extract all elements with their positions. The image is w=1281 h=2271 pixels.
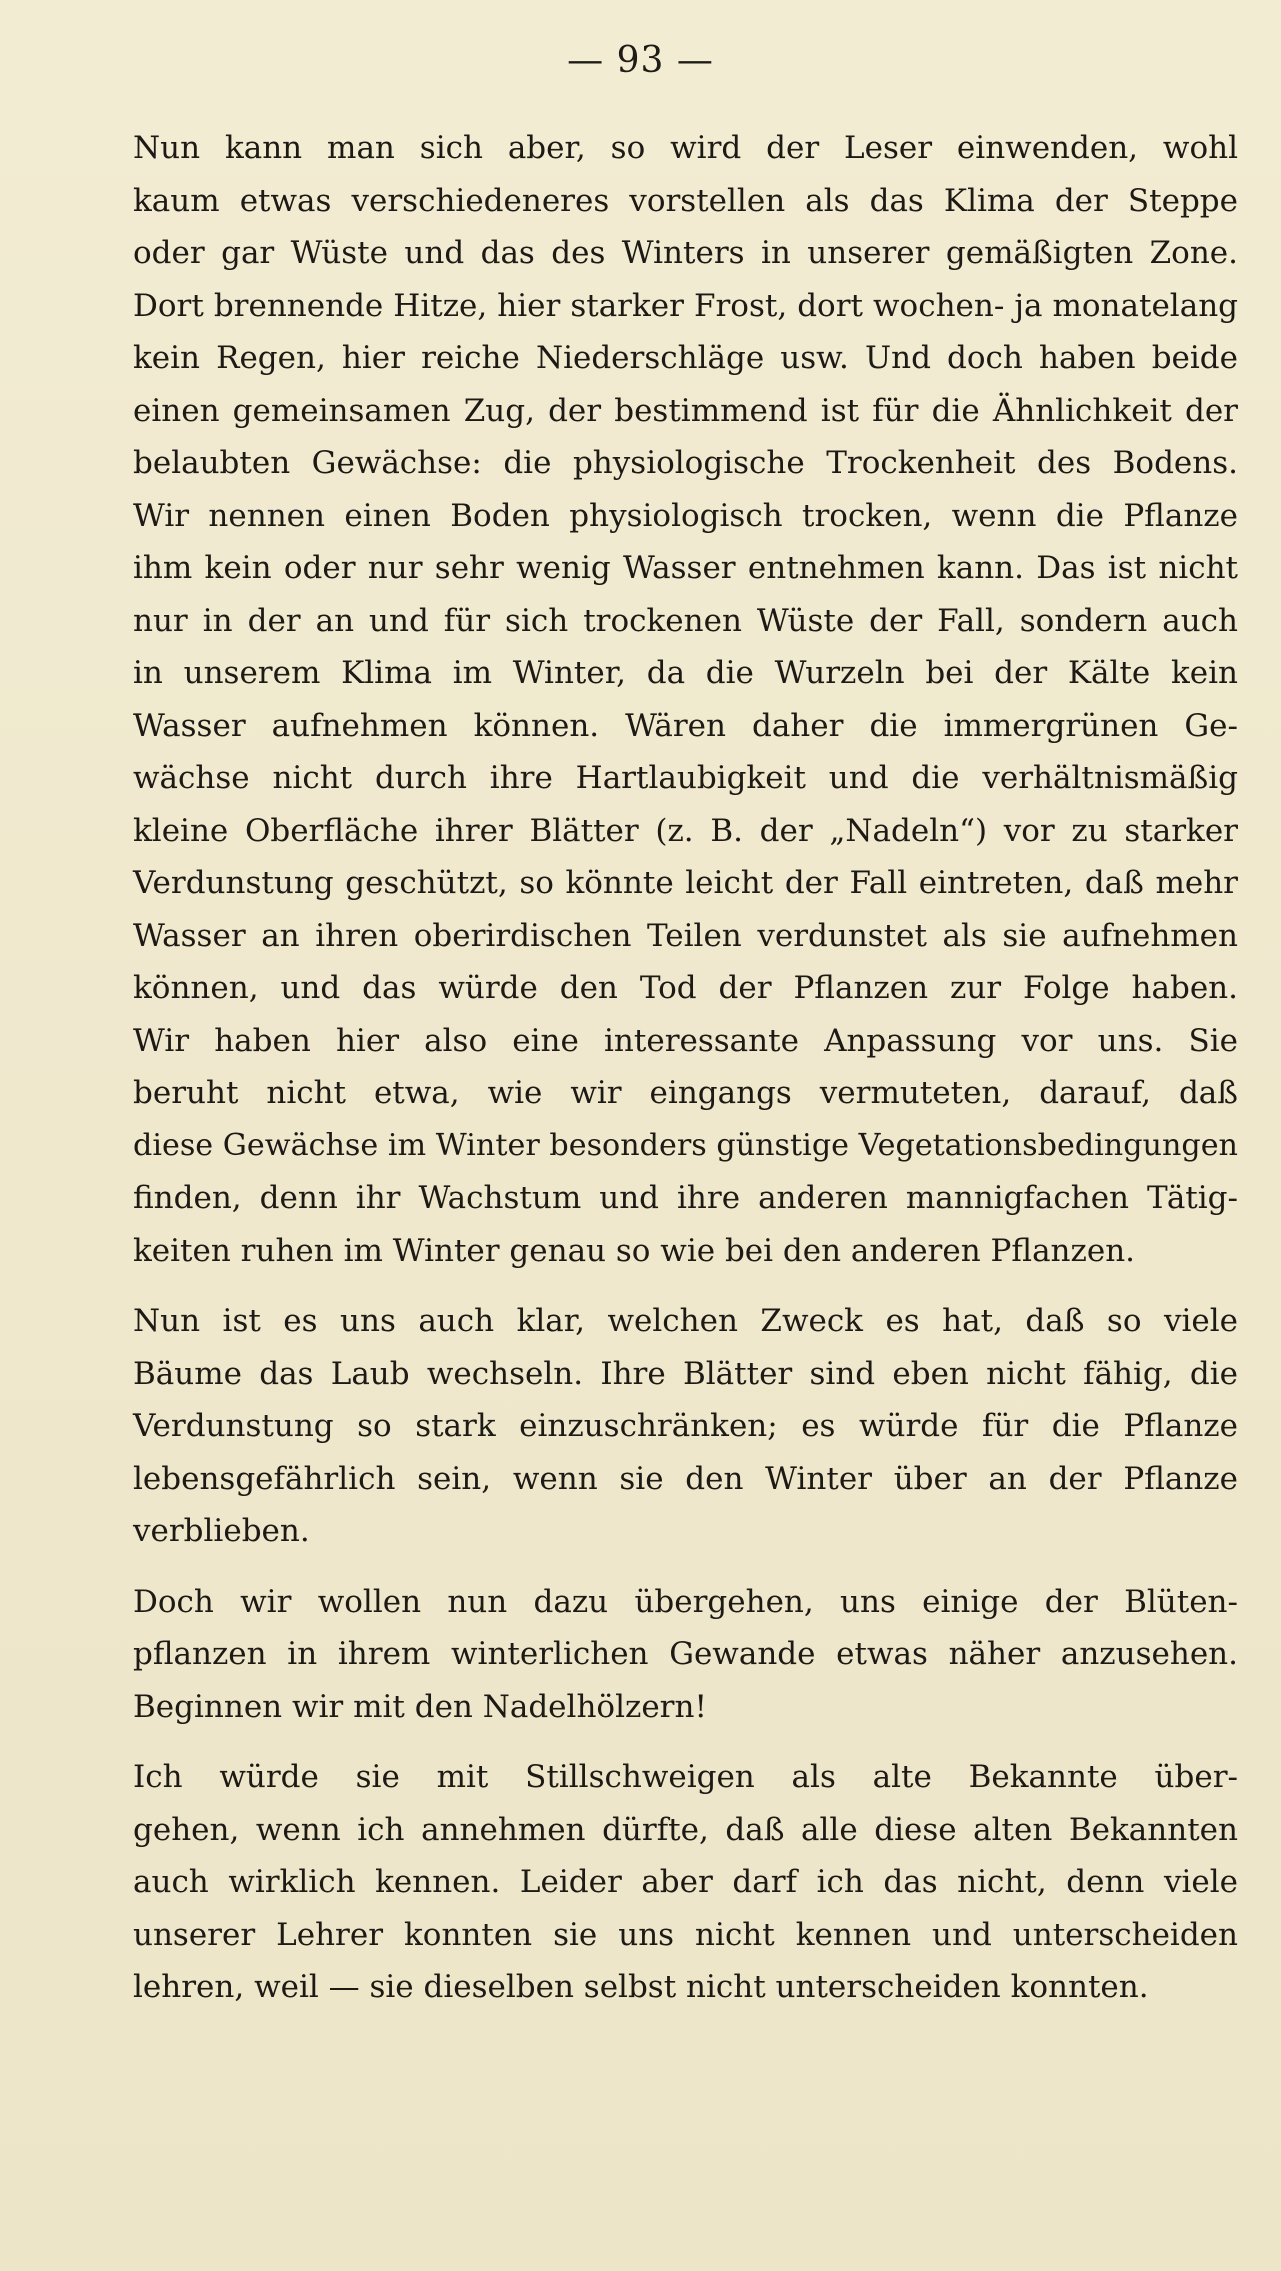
text-line: oder gar Wüste und das des Winters in unserer gemäßigten Zone. xyxy=(133,235,1238,271)
text-line: keiten ruhen im Winter genau so wie bei den anderen Pflanzen. xyxy=(133,1232,1136,1269)
text-line: Beginnen wir mit den Nadelhölzern! xyxy=(133,1688,707,1725)
paragraph-2 xyxy=(133,1295,1238,1558)
text-line: ihm kein oder nur sehr wenig Wasser entnehmen kann. Das ist nicht xyxy=(133,550,1238,586)
text-line: auch wirklich kennen. Leider aber darf ich das nicht, denn viele xyxy=(133,1864,1238,1900)
text-line: nur in der an und für sich trockenen Wüste der Fall, sondern auch xyxy=(133,602,1238,639)
text-line: Ich würde sie mit Stillschweigen als alte Bekannte über- xyxy=(133,1759,1238,1795)
text-line: Wir haben hier also eine interessante Anpassung vor uns. Sie xyxy=(133,1022,1238,1059)
text-line: verblieben. xyxy=(133,1513,310,1549)
text-line: diese Gewächse im Winter besonders günstige Vegetationsbedingungen xyxy=(133,1127,1238,1163)
text-line: Wasser an ihren oberirdischen Teilen verdunstet als sie aufnehmen xyxy=(133,917,1238,954)
page-number: — 93 — xyxy=(567,40,714,81)
text-line: Nun kann man sich aber, so wird der Leser einwenden, wohl xyxy=(133,130,1238,166)
text-line: können, und das würde den Tod der Pflanzen zur Folge haben. xyxy=(133,970,1238,1006)
text-line: Wir nennen einen Boden physiologisch trocken, wenn die Pflanze xyxy=(133,497,1238,534)
paragraph-3 xyxy=(133,1576,1238,1734)
paragraph-1 xyxy=(133,122,1238,1277)
text-line: lebensgefährlich sein, wenn sie den Winter über an der Pflanze xyxy=(133,1460,1238,1497)
text-line: Doch wir wollen nun dazu übergehen, uns einige der Blüten- xyxy=(133,1583,1238,1620)
body-text xyxy=(133,122,1238,2014)
text-line: unserer Lehrer konnten sie uns nicht kennen und unterscheiden xyxy=(133,1916,1238,1953)
text-line: Verdunstung so stark einzuschränken; es würde für die Pflanze xyxy=(133,1408,1238,1444)
text-line: belaubten Gewächse: die physiologische Trockenheit des Bodens. xyxy=(133,445,1238,481)
text-line: Bäume das Laub wechseln. Ihre Blätter sind eben nicht fähig, die xyxy=(133,1355,1238,1392)
text-line: kleine Oberfläche ihrer Blätter (z. B. der „Nadeln“) vor zu starker xyxy=(133,812,1238,849)
text-line: in unserem Klima im Winter, da die Wurzeln bei der Kälte kein xyxy=(133,655,1238,691)
text-line: kaum etwas verschiedeneres vorstellen als das Klima der Steppe xyxy=(133,182,1238,219)
text-line: einen gemeinsamen Zug, der bestimmend ist für die Ähnlichkeit der xyxy=(133,392,1238,429)
text-line: beruht nicht etwa, wie wir eingangs vermuteten, darauf, daß xyxy=(133,1075,1238,1111)
text-line: Wasser aufnehmen können. Wären daher die immergrünen Ge- xyxy=(133,707,1238,744)
text-line: kein Regen, hier reiche Niederschläge usw. Und doch haben beide xyxy=(133,340,1238,376)
text-line: Dort brennende Hitze, hier starker Frost, dort wochen- ja monatelang xyxy=(133,287,1238,324)
paragraph-4 xyxy=(133,1751,1238,2014)
text-line: Verdunstung geschützt, so könnte leicht der Fall eintreten, daß mehr xyxy=(133,865,1238,901)
text-line: gehen, wenn ich annehmen dürfte, daß alle diese alten Bekannten xyxy=(133,1811,1238,1848)
text-line: finden, denn ihr Wachstum und ihre anderen mannigfachen Tätig- xyxy=(133,1180,1238,1216)
text-line: Nun ist es uns auch klar, welchen Zweck es hat, daß so viele xyxy=(133,1303,1238,1339)
text-line: pflanzen in ihrem winterlichen Gewande etwas näher anzusehen. xyxy=(133,1636,1238,1672)
text-line: lehren, weil — sie dieselben selbst nicht unterscheiden konnten. xyxy=(133,1969,1149,2005)
text-line: wächse nicht durch ihre Hartlaubigkeit und die verhältnismäßig xyxy=(133,760,1238,796)
